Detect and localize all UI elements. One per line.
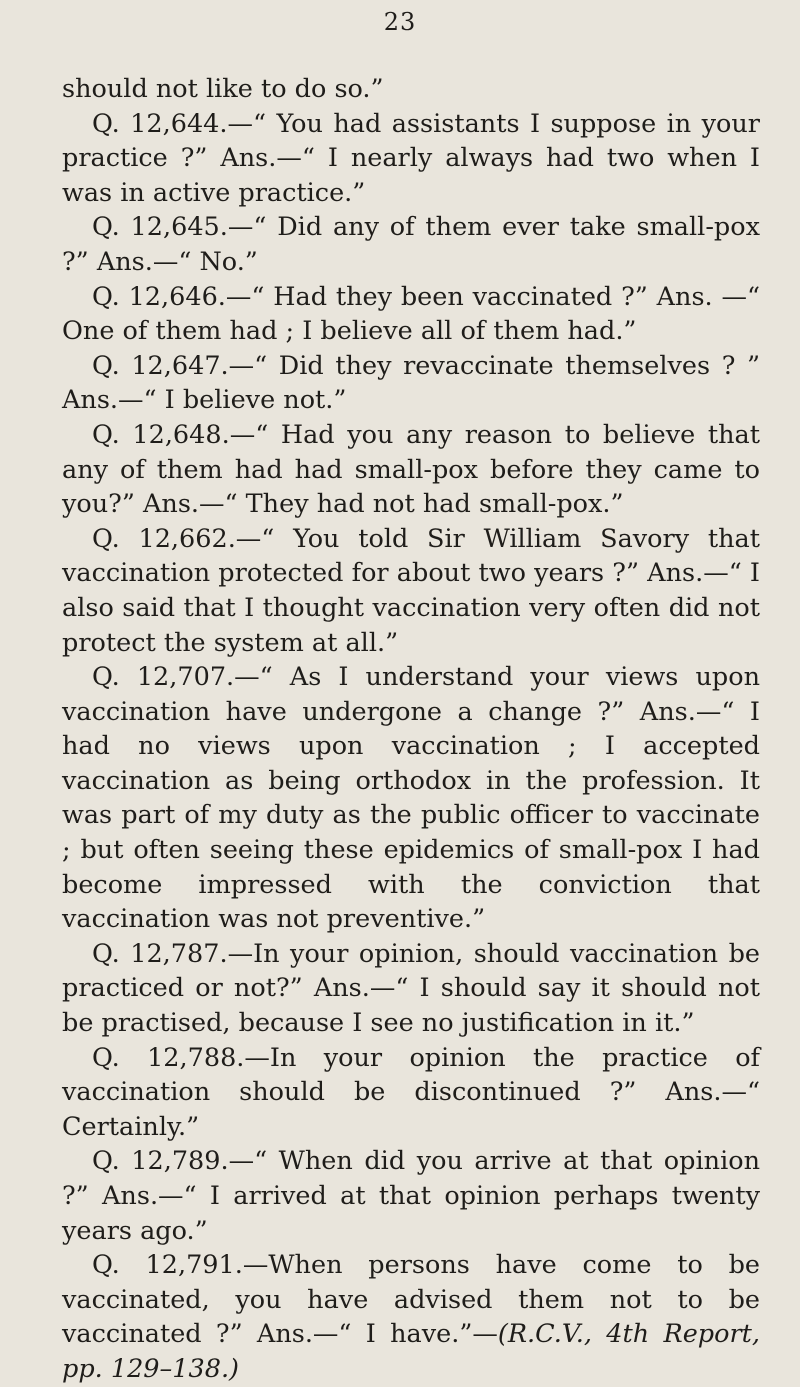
paragraph-continuation: should not like to do so.”: [62, 74, 384, 104]
paragraph-q-12789: Q. 12,789.—“ When did you arrive at that opinion ?” Ans.—“ I arrived at that opinion perhaps twenty years ago.”: [62, 1146, 760, 1246]
paragraph-q-12707: Q. 12,707.—“ As I understand your views upon vaccination have undergone a change ?” Ans.—“ I had no views upon vaccination ; I accepted vaccination as being orthodox in the profession. It was part of my duty as the public officer to vaccinate ; but often seeing these epidemics of small-pox I had become impressed with the conviction that vaccination was not preventive.”: [62, 662, 760, 935]
paragraph-q-12645: Q. 12,645.—“ Did any of them ever take small-pox ?” Ans.—“ No.”: [62, 212, 760, 277]
body-text: [62, 72, 760, 1387]
paragraph-q-12787: Q. 12,787.—In your opinion, should vaccination be practiced or not?” Ans.—“ I should say it should not be practised, because I see no justification in it.”: [62, 938, 760, 1039]
report-citation: (R.C.V., 4th Report, pp. 129–138.): [62, 1319, 761, 1384]
paragraph-q-12644: Q. 12,644.—“ You had assistants I suppose in your practice ?” Ans.—“ I nearly always had two when I was in active practice.”: [62, 108, 760, 208]
paragraph-q-12647: Q. 12,647.—“ Did they revaccinate themselves ? ” Ans.—“ I believe not.”: [62, 350, 760, 416]
paragraph-q-12662: Q. 12,662.—“ You told Sir William Savory that vaccination protected for about two years ?” Ans.—“ I also said that I thought vaccination very often did not protect the system at all.”: [62, 523, 760, 658]
paragraph-q-12788: Q. 12,788.—In your opinion the practice of vaccination should be discontinued ?” Ans.—“ Certainly.”: [62, 1042, 760, 1142]
paragraph-q-12791-text: Q. 12,791.—When persons have come to be vaccinated, you have advised them not to be vaccinated ?” Ans.—“ I have.”—: [62, 1250, 760, 1350]
paragraph-q-12648: Q. 12,648.—“ Had you any reason to believe that any of them had had small-pox before they came to you?” Ans.—“ They had not had small-pox.”: [62, 419, 760, 520]
paragraph-q-12646: Q. 12,646.—“ Had they been vaccinated ?” Ans. —“ One of them had ; I believe all of them had.”: [62, 281, 760, 347]
page-number: 23: [383, 8, 417, 36]
